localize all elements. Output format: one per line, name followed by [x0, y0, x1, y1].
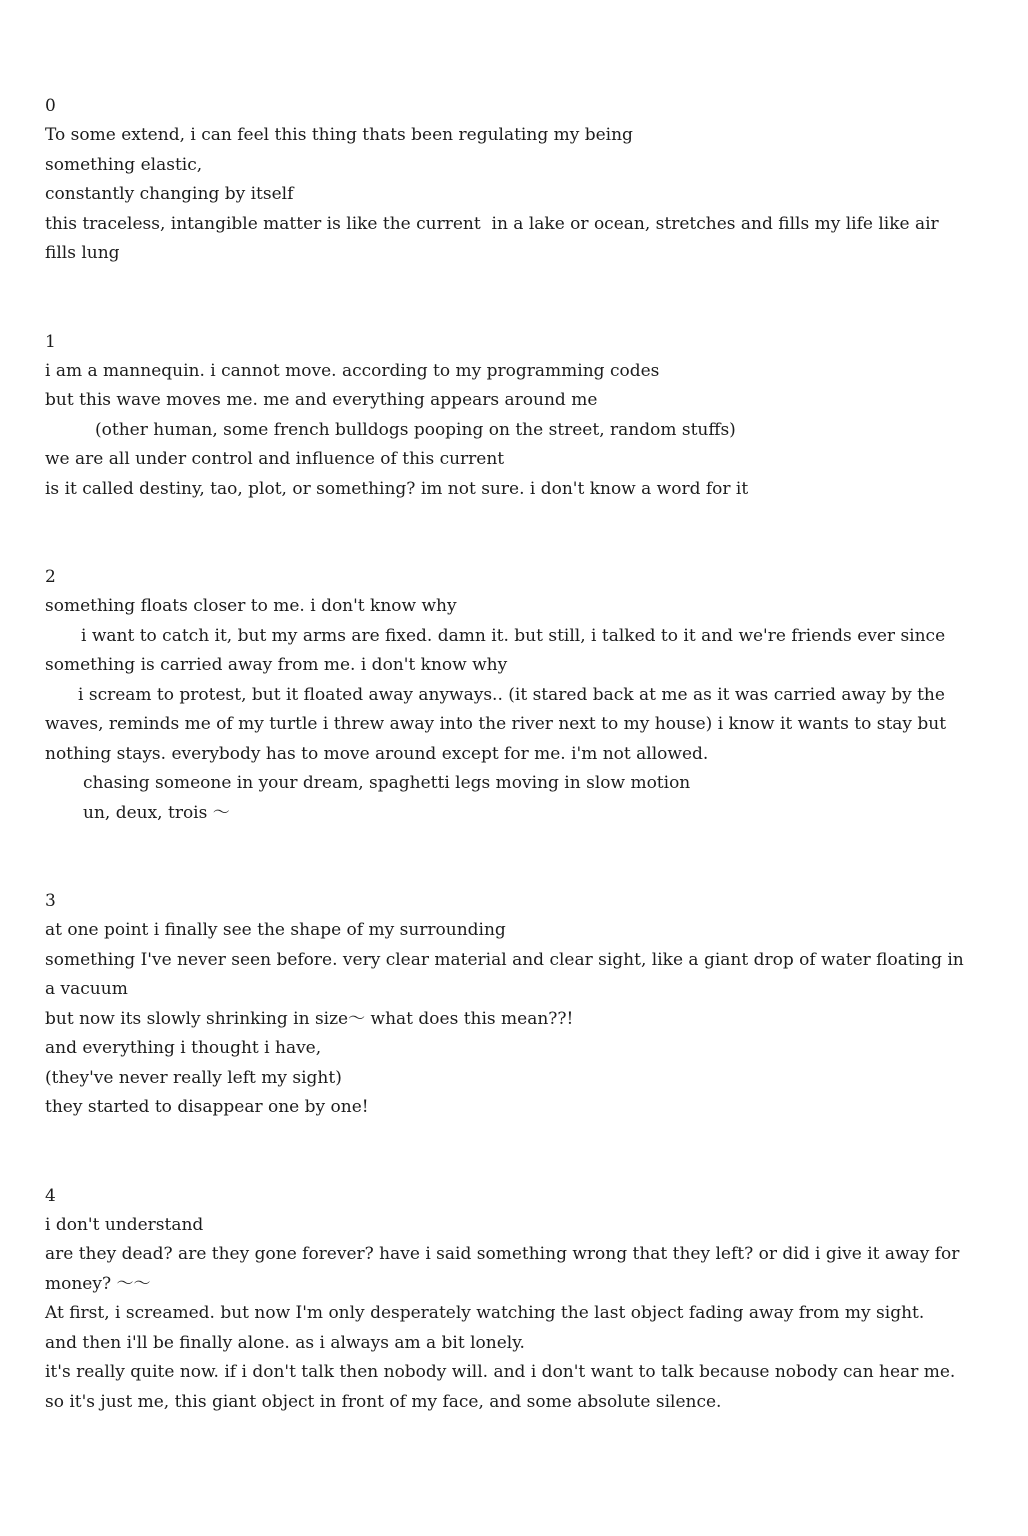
poem-section: [45, 328, 983, 505]
text-line: i don't understand: [45, 1214, 204, 1235]
poem-section: [45, 887, 983, 1123]
text-line: are they dead? are they gone forever? have i said something wrong that they left? or did i give it away for money? 〜〜: [45, 1244, 965, 1294]
text-line: something floats closer to me. i don't know why: [45, 596, 457, 616]
text-line: and then i'll be finally alone. as i always am a bit lonely.: [45, 1332, 525, 1353]
poem-section: [45, 92, 983, 269]
section-number: 0: [45, 96, 56, 116]
text-line: i scream to protest, but it floated away anyways.. (it stared back at me as it was carried away by the waves, reminds me of my turtle i threw away into the river next to my house) i know it wants to stay but nothing stays. everybody has to move around except for me. i'm not allowed.: [45, 684, 952, 764]
text-line: constantly changing by itself: [45, 184, 294, 204]
text-line: To some extend, i can feel this thing thats been regulating my being: [45, 125, 633, 145]
section-number: 2: [45, 567, 56, 587]
text-line: (they've never really left my sight): [45, 1067, 342, 1088]
text-line: something is carried away from me. i don't know why: [45, 655, 508, 675]
text-line: un, deux, trois 〜: [83, 802, 230, 823]
text-line: and everything i thought i have,: [45, 1038, 322, 1058]
text-line: i am a mannequin. i cannot move. according to my programming codes: [45, 360, 660, 381]
text-line: it's really quite now. if i don't talk then nobody will. and i don't want to talk because nobody can hear me. so it's just me, this giant object in front of my face, and some absolute silence.: [45, 1362, 961, 1412]
text-line: something elastic,: [45, 154, 203, 175]
text-line: chasing someone in your dream, spaghetti legs moving in slow motion: [83, 773, 691, 793]
text-line: at one point i finally see the shape of my surrounding: [45, 920, 506, 940]
text-line: is it called destiny, tao, plot, or something? im not sure. i don't know a word for it: [45, 478, 749, 499]
text-line: but this wave moves me. me and everything appears around me: [45, 390, 598, 410]
text-line: this traceless, intangible matter is like the current in a lake or ocean, stretches and fills my life like air fills lung: [45, 213, 945, 263]
text-line: we are all under control and influence of this current: [45, 449, 505, 469]
poem-section: [45, 1182, 983, 1418]
section-number: 3: [45, 891, 56, 911]
text-line: something I've never seen before. very clear material and clear sight, like a giant drop of water floating in a vacuum: [45, 949, 970, 999]
text-line: i want to catch it, but my arms are fixed. damn it. but still, i talked to it and we're friends ever since: [81, 625, 946, 646]
text-line: but now its slowly shrinking in size〜 what does this mean??!: [45, 1008, 574, 1029]
text-line: (other human, some french bulldogs pooping on the street, random stuffs): [95, 419, 736, 440]
text-line: they started to disappear one by one!: [45, 1097, 369, 1117]
text-line: At first, i screamed. but now I'm only desperately watching the last object fading away from my sight.: [45, 1303, 925, 1323]
section-number: 4: [45, 1185, 56, 1206]
section-number: 1: [45, 331, 56, 352]
poem-section: [45, 563, 983, 828]
